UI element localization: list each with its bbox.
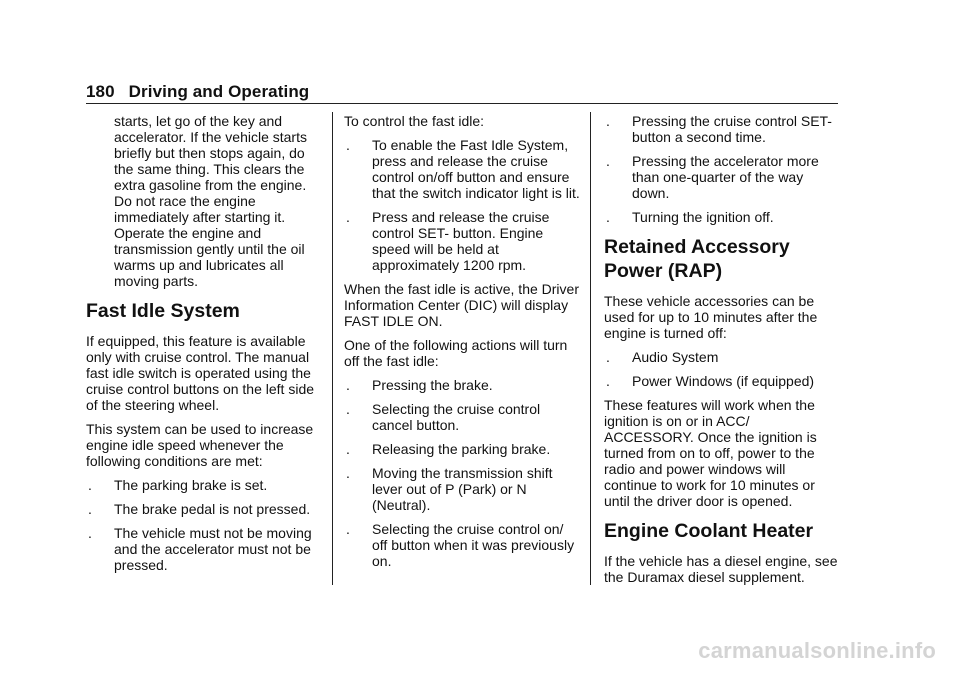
list-item: . Audio System: [606, 349, 719, 365]
list-item: . Power Windows (if equipped): [606, 373, 815, 389]
watermark: carmanualsonline.info: [698, 638, 936, 663]
coolant-heater-paragraph: If the vehicle has a diesel engine, see the Duramax diesel supplement.: [604, 553, 838, 585]
list-item: . Pressing the brake.: [346, 377, 493, 393]
fast-idle-intro-paragraph: If equipped, this feature is available only with cruise control. The manual fast idle switch is operated using the cruise control buttons on the left side of the steering wheel.: [86, 333, 315, 413]
bullet-dot: .: [346, 521, 350, 537]
section-title: Driving and Operating: [128, 82, 310, 101]
list-item: . Selecting the cruise control on/ off button when it was previously on.: [346, 521, 575, 569]
list-item: . Press and release the cruise control SET- button. Engine speed will be held at approximately 1200 rpm.: [346, 209, 550, 273]
fast-idle-conditions-paragraph: This system can be used to increase engine idle speed whenever the following conditions are met:: [86, 421, 314, 469]
column-3: [604, 113, 840, 593]
list-item: . Turning the ignition off.: [606, 209, 774, 225]
fast-idle-control-intro: To control the fast idle:: [344, 113, 485, 129]
bullet-dot: .: [346, 209, 350, 225]
list-item: . To enable the Fast Idle System, press and release the cruise control on/off button and ensure that the switch indicator light is lit.: [346, 137, 580, 201]
header-rule: [86, 103, 838, 104]
continuation-paragraph: starts, let go of the key and accelerator. If the vehicle starts briefly but then stops again, do the same thing. This clears the extra gasoline from the engine. Do not race the engine immediately after starting it. Operate the engine and transmission gently until the oil warms up and lubricates all moving parts.: [114, 113, 307, 289]
rap-intro-paragraph: These vehicle accessories can be used for up to 10 minutes after the engine is turned off:: [604, 293, 818, 341]
bullet-dot: .: [606, 373, 610, 389]
bullet-dot: .: [346, 137, 350, 153]
list-item: . Selecting the cruise control cancel button.: [346, 401, 541, 433]
list-item: . Pressing the accelerator more than one-quarter of the way down.: [606, 153, 819, 201]
list-item: . The parking brake is set.: [88, 477, 268, 493]
column-divider: [332, 112, 333, 585]
heading-engine-coolant-heater: Engine Coolant Heater: [604, 520, 814, 542]
heading-retained-accessory-power: Retained Accessory Power (RAP): [604, 236, 790, 282]
bullet-dot: .: [88, 477, 92, 493]
page-number: 180: [86, 82, 115, 101]
bullet-dot: .: [606, 113, 610, 129]
page-header: [86, 82, 309, 102]
list-item: . Moving the transmission shift lever out of P (Park) or N (Neutral).: [346, 465, 553, 513]
column-1: [86, 113, 326, 581]
bullet-dot: .: [346, 401, 350, 417]
fast-idle-active-paragraph: When the fast idle is active, the Driver Information Center (DIC) will display FAST IDLE ON.: [344, 281, 579, 329]
list-item: . Pressing the cruise control SET- button a second time.: [606, 113, 832, 145]
column-divider: [590, 112, 591, 585]
list-item: . Releasing the parking brake.: [346, 441, 551, 457]
bullet-dot: .: [606, 153, 610, 169]
list-item: . The brake pedal is not pressed.: [88, 501, 311, 517]
bullet-dot: .: [88, 525, 92, 541]
list-item: . The vehicle must not be moving and the accelerator must not be pressed.: [88, 525, 312, 573]
rap-details-paragraph: These features will work when the ignition is on or in ACC/ ACCESSORY. Once the ignition is turned from on to off, power to the radio and power windows will continue to work for 10 minutes or until the driver door is opened.: [604, 397, 817, 509]
bullet-dot: .: [346, 377, 350, 393]
heading-fast-idle-system: Fast Idle System: [86, 300, 240, 322]
bullet-dot: .: [346, 441, 350, 457]
bullet-dot: .: [606, 349, 610, 365]
bullet-dot: .: [88, 501, 92, 517]
bullet-dot: .: [606, 209, 610, 225]
bullet-dot: .: [346, 465, 350, 481]
column-2: [344, 113, 580, 577]
fast-idle-off-paragraph: One of the following actions will turn off the fast idle:: [344, 337, 568, 369]
